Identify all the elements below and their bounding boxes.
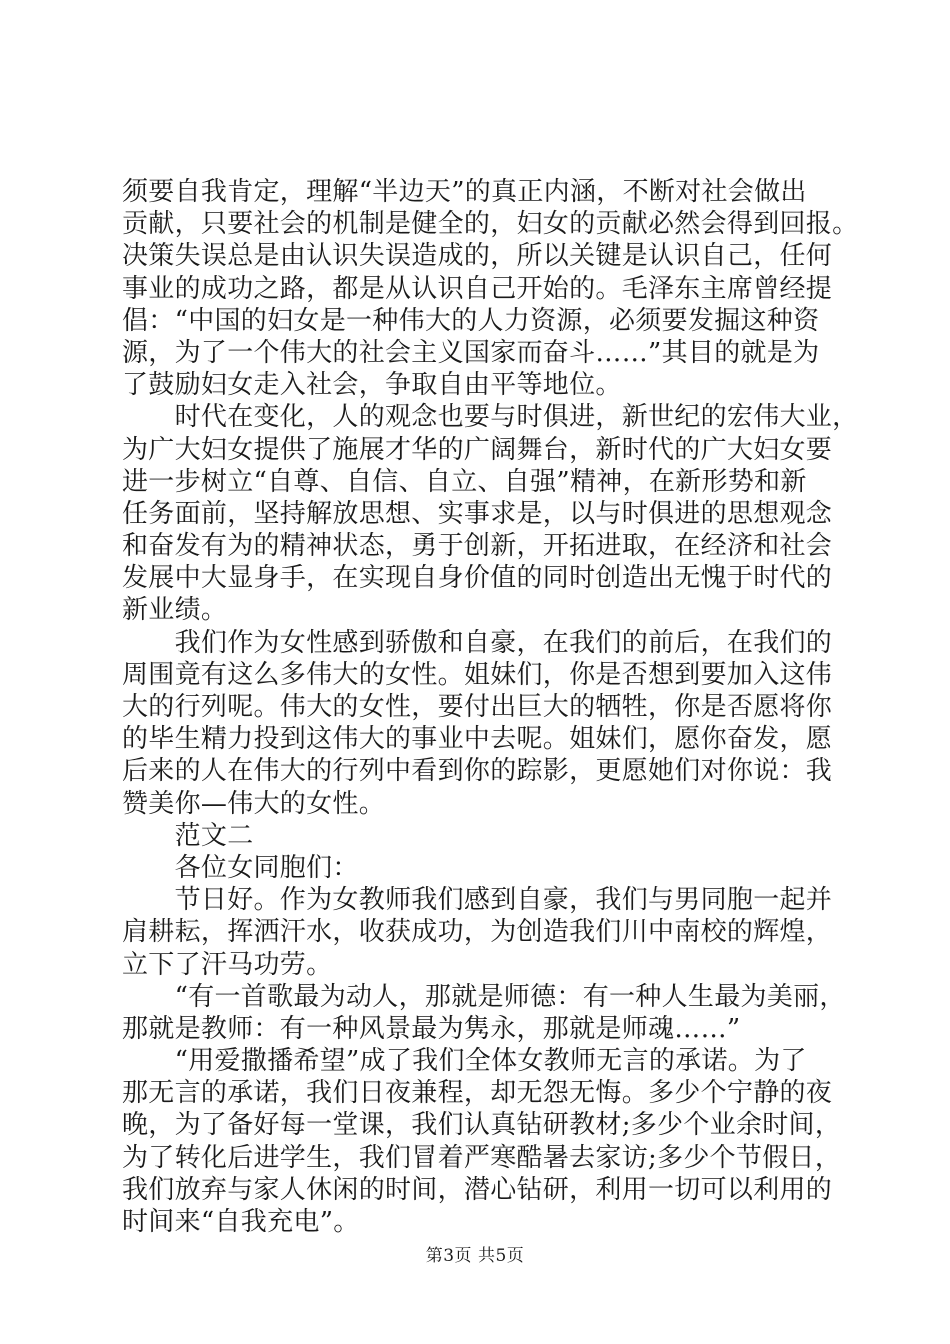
text-line: 晚，为了备好每一堂课，我们认真钻研教材;多少个业余时间，	[122, 1110, 842, 1141]
text-line: 那就是教师：有一种风景最为隽永，那就是师魂……”	[122, 1013, 741, 1044]
section-heading: 范文二	[122, 820, 254, 851]
text-line: “用爱撒播希望”成了我们全体女教师无言的承诺。为了	[122, 1046, 807, 1077]
text-line: 我们放弃与家人休闲的时间，潜心钻研，利用一切可以利用的	[122, 1174, 833, 1205]
text-line: 时代在变化，人的观念也要与时俱进，新世纪的宏伟大业，	[122, 402, 859, 433]
text-line: 赞美你—伟大的女性。	[122, 788, 386, 819]
text-line: 时间来“自我充电”。	[122, 1207, 360, 1237]
text-line: 和奋发有为的精神状态，勇于创新，开拓进取，在经济和社会	[122, 531, 833, 562]
text-line: 周围竟有这么多伟大的女性。姐妹们，你是否想到要加入这伟	[122, 659, 833, 690]
text-line: 我们作为女性感到骄傲和自豪，在我们的前后，在我们的	[122, 627, 833, 658]
text-line: 进一步树立“自尊、自信、自立、自强”精神，在新形势和新	[122, 466, 807, 497]
body-text	[122, 176, 859, 1238]
text-line: 后来的人在伟大的行列中看到你的踪影，更愿她们对你说：我	[122, 756, 833, 787]
text-line: 为广大妇女提供了施展才华的广阔舞台，新时代的广大妇女要	[122, 434, 833, 465]
text-line: 决策失误总是由认识失误造成的，所以关键是认识自己，任何	[122, 241, 833, 272]
text-line: 须要自我肯定，理解“半边天”的真正内涵，不断对社会做出	[122, 177, 807, 207]
text-line: 发展中大显身手，在实现自身价值的同时创造出无愧于时代的	[122, 563, 833, 594]
text-line: 肩耕耘，挥洒汗水，收获成功，为创造我们川中南校的辉煌，	[122, 917, 833, 948]
text-line: 立下了汗马功劳。	[122, 949, 333, 980]
text-line: 那无言的承诺，我们日夜兼程，却无怨无悔。多少个宁静的夜	[122, 1078, 833, 1109]
text-line: 贡献，只要社会的机制是健全的，妇女的贡献必然会得到回报。	[122, 209, 859, 240]
text-line: “有一首歌最为动人，那就是师德：有一种人生最为美丽，	[122, 981, 846, 1012]
text-line: 倡：“中国的妇女是一种伟大的人力资源，必须要发掘这种资	[122, 305, 820, 336]
salutation: 各位女同胞们：	[122, 852, 359, 883]
text-line: 源，为了一个伟大的社会主义国家而奋斗……”其目的就是为	[122, 337, 820, 368]
text-line: 为了转化后进学生，我们冒着严寒酷暑去家访;多少个节假日，	[122, 1142, 842, 1173]
text-line: 任务面前，坚持解放思想、实事求是，以与时俱进的思想观念	[122, 498, 833, 529]
text-line: 节日好。作为女教师我们感到自豪，我们与男同胞一起并	[122, 885, 833, 916]
text-line: 的毕生精力投到这伟大的事业中去呢。姐妹们，愿你奋发，愿	[122, 724, 833, 755]
text-line: 事业的成功之路，都是从认识自己开始的。毛泽东主席曾经提	[122, 273, 833, 304]
page-number-footer: 第3页 共5页	[425, 1246, 525, 1266]
text-line: 了鼓励妇女走入社会，争取自由平等地位。	[122, 370, 622, 401]
text-line: 大的行列呢。伟大的女性，要付出巨大的牺牲，你是否愿将你	[122, 692, 833, 722]
text-line: 新业绩。	[122, 595, 228, 626]
